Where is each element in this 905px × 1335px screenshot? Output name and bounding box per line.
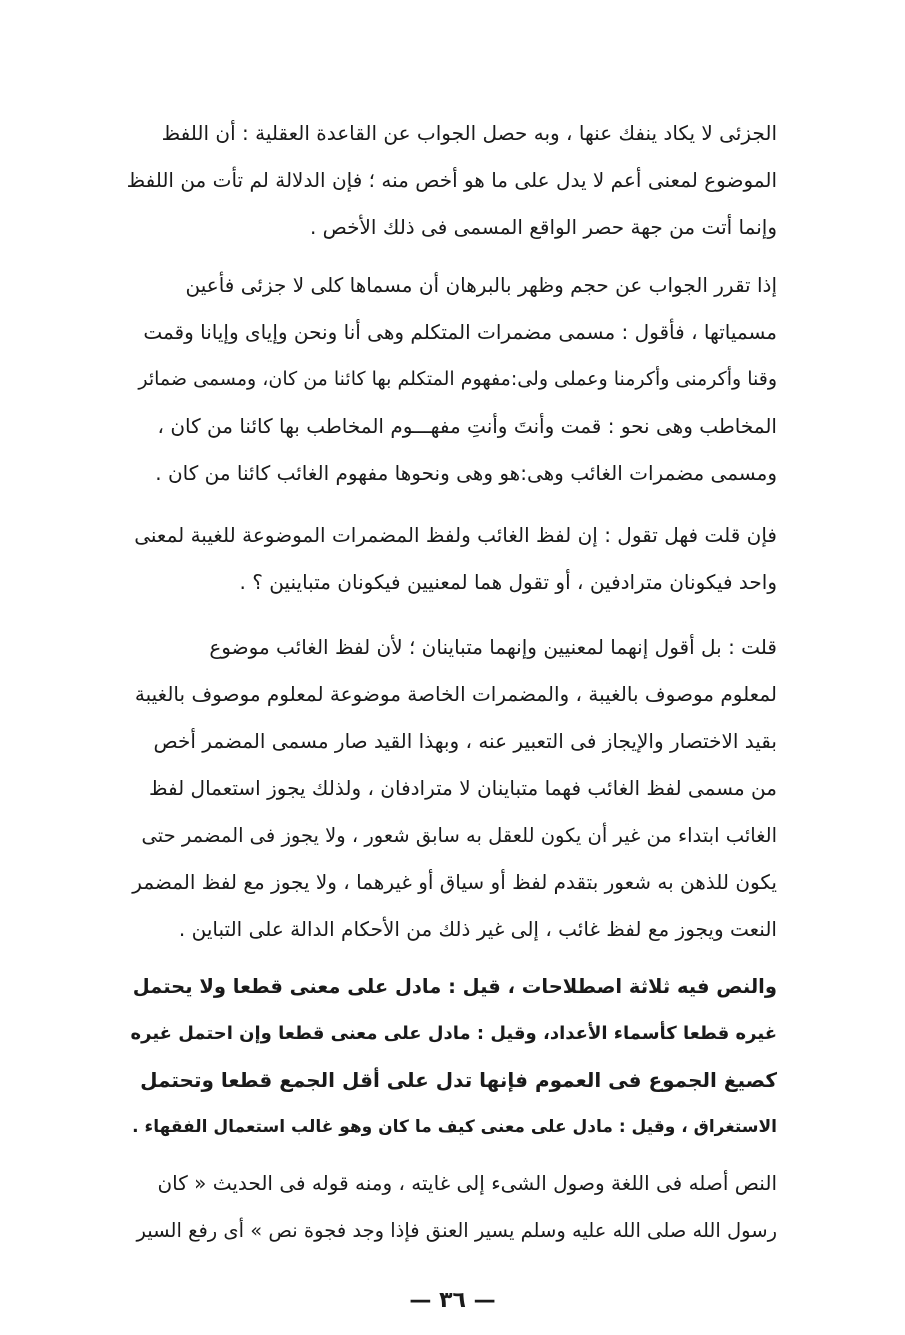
text-line: والنص فيه ثلاثة اصطلاحات ، قيل : مادل على معنى قطعا ولا يحتمل [132,975,777,998]
text-line: مسمياتها ، فأقول : مسمى مضمرات المتكلم وهى أنا ونحن وإياى وإيانا وقمت [143,320,777,344]
paragraph-4 [127,624,777,953]
text-line: المخاطب وهى نحو : قمت وأنتَ وأنتِ مفهـــوم المخاطب بها كائنا من كان ، [157,414,777,438]
text-line: النعت ويجوز مع لفظ غائب ، إلى غير ذلك من الأحكام الدالة على التباين . [178,917,777,941]
text-line: لمعلوم موصوف بالغيبة ، والمضمرات الخاصة موضوعة لمعلوم موصوف بالغيبة [134,682,777,706]
paragraph-2 [127,262,777,497]
text-line: واحد فيكونان مترادفين ، أو تقول هما لمعنيين فيكونان متباينين ؟ . [239,570,777,594]
text-line: يكون للذهن به شعور بتقدم لفظ أو سياق أو غيرهما ، ولا يجوز مع لفظ المضمر [132,870,777,894]
text-line: كصيغ الجموع فى العموم فإنها تدل على أقل الجمع قطعا وتحتمل [140,1068,777,1092]
text-line: وقنا وأكرمنى وأكرمنا وعملى ولى:مفهوم المتكلم بها كائنا من كان، ومسمى ضمائر [138,368,777,390]
text-line: فإن قلت فهل تقول : إن لفظ الغائب ولفظ المضمرات الموضوعة للغيبة لمعنى [134,523,777,547]
paragraph-3 [127,512,777,606]
text-line: إذا تقرر الجواب عن حجم وظهر بالبرهان أن مسماها كلى لا جزئى فأعين [185,273,777,297]
text-line: ومسمى مضمرات الغائب وهى:هو وهى ونحوها مفهوم الغائب كائنا من كان . [155,461,777,485]
paragraph-6 [127,1160,777,1254]
page-number: — ٣٦ — [409,1288,496,1313]
text-line: بقيد الاختصار والإيجاز فى التعبير عنه ، وبهذا القيد صار مسمى المضمر أخص [153,729,777,753]
text-line: قلت : بل أقول إنهما لمعنيين وإنهما متباينان ؛ لأن لفظ الغائب موضوع [209,635,777,659]
text-line: رسول الله صلى الله عليه وسلم يسير العنق فإذا وجد فجوة نص » أى رفع السير [136,1219,777,1242]
text-line: غيره قطعا كأسماء الأعداد، وقيل : مادل على معنى قطعا وإن احتمل غيره [130,1023,777,1044]
text-line: الموضوع لمعنى أعم لا يدل على ما هو أخص منه ؛ فإن الدلالة لم تأت من اللفظ [126,168,777,192]
text-line: من مسمى لفظ الغائب فهما متباينان لا مترادفان ، ولذلك يجوز استعمال لفظ [149,776,777,800]
text-line: النص أصله فى اللغة وصول الشىء إلى غايته ، ومنه قوله فى الحديث « كان [157,1171,777,1195]
text-line: وإنما أتت من جهة حصر الواقع المسمى فى ذلك الأخص . [309,215,777,239]
text-line: الغائب ابتداء من غير أن يكون للعقل به سابق شعور ، ولا يجوز فى المضمر حتى [141,824,777,847]
paragraph-1 [127,110,777,251]
text-line: الاستغراق ، وقيل : مادل على معنى كيف ما كان وهو غالب استعمال الفقهاء . [132,1117,777,1137]
paragraph-5-bold [127,963,777,1151]
text-line: الجزئى لا يكاد ينفك عنها ، وبه حصل الجواب عن القاعدة العقلية : أن اللفظ [161,121,777,145]
